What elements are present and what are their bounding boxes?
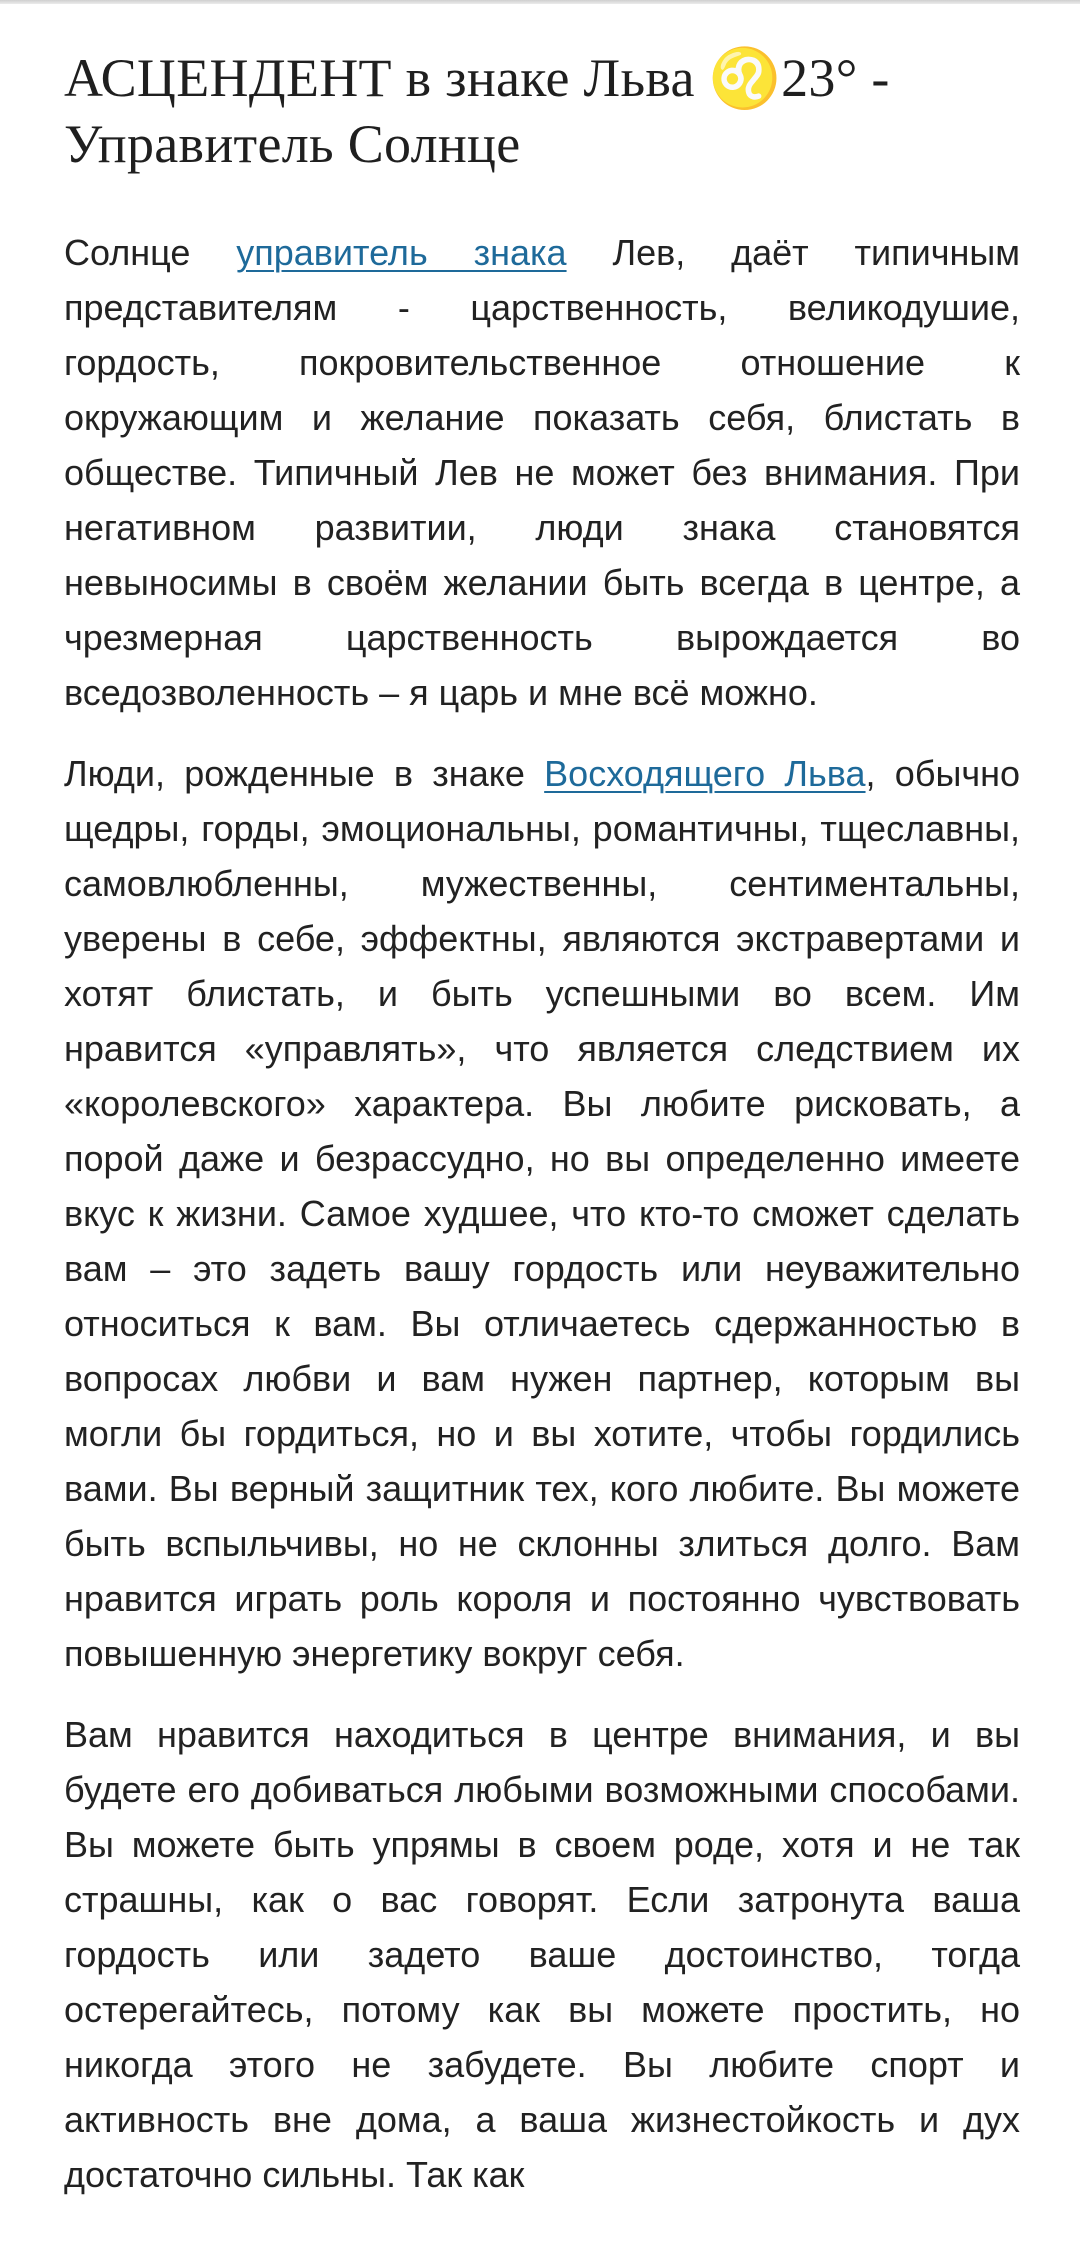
title-suffix: 23° - Управитель Солнце (64, 48, 890, 174)
paragraph-traits (64, 746, 1020, 1681)
paragraph-traits-text: , обычно щедры, горды, эмоциональны, романтичны, тщеславны, самовлюбленны, мужественны, сентиментальны, уверены в себе, эффектны, являются экстравертами и хотят блистать, и быть успешными во всем. Им нравится «управлять», что является следствием их «королевского» характера. Вы любите рисковать, а порой даже и безрассудно, но вы определенно имеете вкус к жизни. Самое худшее, что кто-то сможет сделать вам – это задеть вашу гордость или неуважительно относиться к вам. Вы отличаетесь сдержанностью в вопросах любви и вам нужен партнер, которым вы могли бы гордиться, но и вы хотите, чтобы гордились вами. Вы верный защитник тех, кого любите. Вы можете быть вспыльчивы, но не склонны злиться долго. Вам нравится играть роль короля и постоянно чувствовать повышенную энергетику вокруг себя. (64, 753, 1020, 1674)
ruler-of-sign-link[interactable]: управитель знака (236, 232, 567, 273)
rising-leo-link[interactable]: Восходящего Льва (544, 753, 866, 794)
article (64, 44, 1020, 2228)
paragraph-attention: Вам нравится находиться в центре внимания, и вы будете его добиваться любыми возможными способами. Вы можете быть упрямы в своем роде, хотя и не так страшны, как о вас говорят. Если затронута ваша гордость или задето ваше достоинство, тогда остерегайтесь, потому как вы можете простить, но никогда этого не забудете. Вы любите спорт и активность вне дома, а ваша жизнестойкость и дух достаточно сильны. Так как (64, 1714, 1020, 2195)
paragraph-traits-lead: Люди, рожденные в знаке (64, 753, 525, 794)
title-prefix: АСЦЕНДЕНТ в знаке Льва (64, 48, 695, 108)
page-title (64, 44, 1020, 177)
top-edge-shadow (0, 0, 1080, 4)
paragraph-ruler-text: Лев, даёт типичным представителям - царственность, великодушие, гордость, покровительственное отношение к окружающим и желание показать себя, блистать в обществе. Типичный Лев не может без внимания. При негативном развитии, люди знака становятся невыносимы в своём желании быть всегда в центре, а чрезмерная царственность вырождается во вседозволенность – я царь и мне всё можно. (64, 232, 1020, 713)
paragraph-ruler (64, 225, 1020, 720)
paragraph-ruler-lead: Солнце (64, 232, 191, 273)
leo-sign-icon: ♌ (708, 46, 782, 111)
